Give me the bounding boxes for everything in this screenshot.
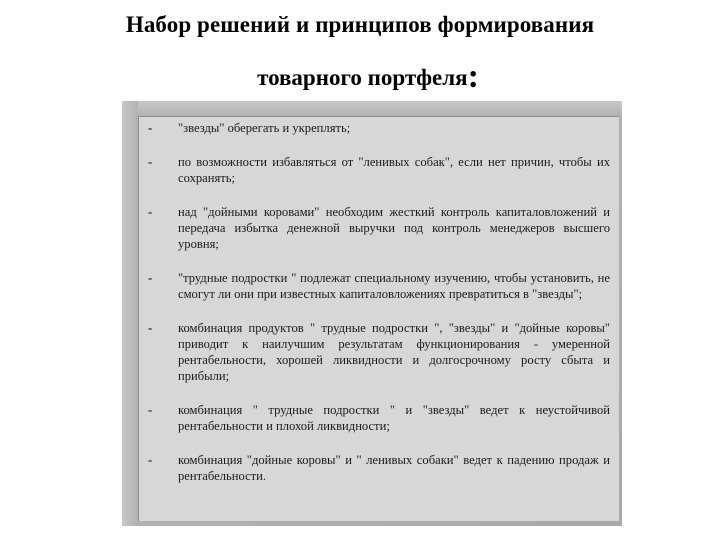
list-item-text: комбинация продуктов " трудные подростки ", "звезды" и "дойные коровы" приводит к наилучшим результатам функционирования - умеренной рентабельности, хорошей ликвидности и долгосрочному росту сбыта и прибыли; [178,321,610,383]
list-item [146,204,610,252]
list-item [146,452,610,484]
bullet-dash: - [148,155,153,169]
slide-title-colon: : [467,58,479,95]
bullet-dash: - [148,321,153,335]
slide-title-text-2: товарного портфеля [257,65,468,90]
list-item-text: комбинация "дойные коровы" и " ленивых собаки" ведет к падению продаж и рентабельности. [178,453,610,483]
list-item [146,402,610,434]
list-item [146,270,610,302]
list-item-text: "трудные подростки " подлежат специальному изучению, чтобы установить, не смогут ли они при известных капиталовложениях превратиться в "звезды"; [178,271,610,301]
principles-list [146,120,610,502]
bullet-dash: - [148,121,153,135]
list-item [146,154,610,186]
slide-title-line-2 [0,56,720,94]
slide-title-line-1: Набор решений и принципов формирования [125,12,595,37]
panel-bevel-top [122,101,622,116]
bullet-dash: - [148,403,153,417]
list-item-text: над "дойными коровами" необходим жесткий контроль капиталовложений и передача избытка денежной выручки под контроль менеджеров высшего уровня; [178,205,610,251]
list-item [146,120,610,136]
list-item-text: "звезды" оберегать и укреплять; [178,121,351,135]
bullet-dash: - [148,453,153,467]
panel-bevel-left [122,101,138,526]
bullet-dash: - [148,271,153,285]
list-item-text: комбинация " трудные подростки " и "звезды" ведет к неустойчивой рентабельности и плохой ликвидности; [178,403,610,433]
list-item-text: по возможности избавляться от "ленивых собак", если нет причин, чтобы их сохранять; [178,155,610,185]
list-item [146,320,610,384]
bullet-dash: - [148,205,153,219]
